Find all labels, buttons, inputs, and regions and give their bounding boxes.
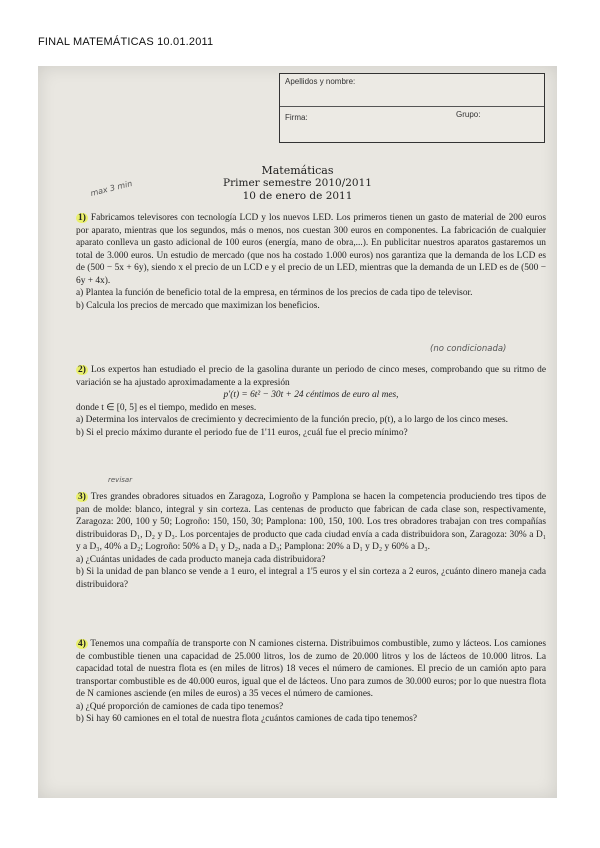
handwritten-note-time: max 3 min bbox=[89, 178, 134, 199]
problem-4 bbox=[76, 638, 546, 726]
handwritten-note-conditioned: (no condicionada) bbox=[430, 344, 507, 354]
derivative-formula: p′(t) = 6t² − 30t + 24 céntimos de euro al mes, bbox=[223, 390, 399, 400]
question-a: a) ¿Qué proporción de camiones de cada tipo tenemos? bbox=[76, 701, 284, 712]
problem-3 bbox=[76, 491, 546, 591]
signature-label: Firma: bbox=[285, 113, 308, 122]
group-label: Grupo: bbox=[456, 110, 481, 119]
question-a: a) Plantea la función de beneficio total de la empresa, en términos de los precios de cada tipo de televisor. bbox=[76, 288, 473, 298]
question-a: a) Determina los intervalos de crecimiento y decrecimiento de la función precio, p(t), a lo largo de los cinco meses. bbox=[76, 415, 508, 425]
problem-text: Los expertos han estudiado el precio de la gasolina durante un periodo de cinco meses, comprobando que su ritmo de variación se ha ajustado aproximadamente a la expresión bbox=[76, 365, 546, 388]
problem-text: Tenemos una compañía de transporte con N camiones cisterna. Distribuimos combustible, zumo y lácteos. Los camiones de combustible tienen una capacidad de 25.000 litros, los de zumo de 20.000 litros y los de lácteos de 10.000 litros. La capacidad total de nuestra flota es (en miles de litros) 18 veces el número de camiones. El precio de un camión apto para transportar combustible es de 40.000 euros, igual que el de lácteos. Uno para zumos de 30.000 euros; por lo que nuestra flota de N camiones asciende (en miles de euros) a 35 veces el número de camiones. bbox=[76, 639, 546, 699]
problem-number: 2) bbox=[78, 365, 86, 375]
page-header: FINAL MATEMÁTICAS 10.01.2011 bbox=[38, 36, 214, 48]
question-b: b) Si el precio máximo durante el periodo fue de 1'11 euros, ¿cuál fue el precio mínimo? bbox=[76, 427, 408, 438]
time-domain: donde t ∈ [0, 5] es el tiempo, medido en meses. bbox=[76, 402, 257, 413]
handwritten-note-review: revisar bbox=[108, 476, 133, 484]
problem-1 bbox=[76, 212, 546, 312]
scanned-exam-sheet bbox=[38, 66, 557, 798]
question-b: b) Si la unidad de pan blanco se vende a 1 euro, el integral a 1'5 euros y el sin corteza a 2 euros, ¿cuánto dinero maneja cada distribuidora? bbox=[76, 567, 546, 590]
problem-text: Tres grandes obradores situados en Zaragoza, Logroño y Pamplona se hacen la competencia produciendo tres tipos de pan de molde: blanco, integral y sin corteza. Las centenas de producto que fabrican de cada clase son, respectivamente, Zaragoza: 200, 100 y 50; Logroño: 150, 150, 30; Pamplona: 100, 150, 100. Los tres obradores trabajan con tres compañías distribuidoras D₁, D₂ y D₃. Los porcentajes de producto que cada ciudad envía a cada distribuidora son, Zaragoza: 30% a D₁ y a D₃, 40% a D₂; Logroño: 50% a D₁ y D₂, nada a D₃; Pamplona: 20% a D₁ y D₂ y 60% a D₃. bbox=[76, 492, 546, 552]
exam-date: 10 de enero de 2011 bbox=[242, 190, 353, 202]
question-a: a) ¿Cuántas unidades de cada producto maneja cada distribuidora? bbox=[76, 554, 326, 565]
question-b: b) Si hay 60 camiones en el total de nuestra flota ¿cuántos camiones de cada tipo tenemos? bbox=[76, 714, 418, 724]
problem-number: 4) bbox=[78, 639, 86, 649]
problem-number: 3) bbox=[78, 492, 86, 502]
problem-text: Fabricamos televisores con tecnología LCD y los nuevos LED. Los primeros tienen un gasto de material de 200 euros por aparato, mientras que los segundos, más o menos, nos cuestan 300 euros en componentes. La fabricación de cualquier aparato conlleva un gasto adicional de 100 euros (energía, mano de obra,...). En publicitar nuestros aparatos gastaremos un total de 3.000 euros. Un estudio de mercado (que nos ha costado 1.000 euros) nos garantiza que la demanda de los LCD es de (500 − 5x + 6y), siendo x el precio de un LCD e y el precio de un LED, mientras que la demanda de un LED es de (500 − 6y + 4x). bbox=[76, 213, 547, 286]
question-b: b) Calcula los precios de mercado que maximizan los beneficios. bbox=[76, 300, 320, 311]
exam-subject: Matemáticas bbox=[261, 164, 334, 177]
name-label: Apellidos y nombre: bbox=[285, 77, 356, 86]
box-divider bbox=[280, 106, 544, 107]
problem-number: 1) bbox=[78, 213, 86, 223]
exam-semester: Primer semestre 2010/2011 bbox=[223, 177, 372, 189]
student-info-box bbox=[279, 73, 545, 143]
problem-2 bbox=[76, 364, 546, 439]
